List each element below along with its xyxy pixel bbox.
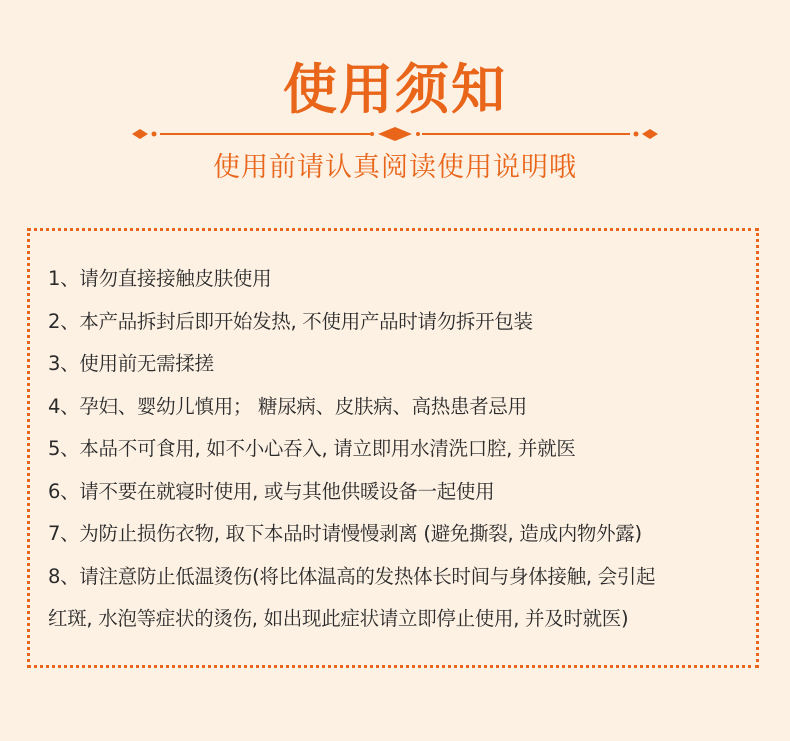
notice-item-6: 6、请不要在就寝时使用, 或与其他供暖设备一起使用 <box>48 479 495 503</box>
page-subtitle: 使用前请认真阅读使用说明哦 <box>213 152 577 183</box>
notice-item-7: 7、为防止损伤衣物, 取下本品时请慢慢剥离 (避免撕裂, 造成内物外露) <box>48 522 642 545</box>
notice-item-4: 4、孕妇、婴幼儿慎用； 糖尿病、皮肤病、高热患者忌用 <box>48 394 527 418</box>
notice-item-8: 8、请注意防止低温烫伤(将比体温高的发热体长时间与身体接触, 会引起 <box>48 564 656 588</box>
notice-item-8-continued: 红斑, 水泡等症状的烫伤, 如出现此症状请立即停止使用, 并及时就医) <box>48 607 629 630</box>
divider-ornament <box>130 124 660 144</box>
page-title: 使用须知 <box>283 58 507 121</box>
notice-item-2: 2、本产品拆封后即开始发热, 不使用产品时请勿拆开包装 <box>48 309 533 333</box>
notice-item-1: 1、请勿直接接触皮肤使用 <box>48 267 272 290</box>
notice-list <box>48 258 760 641</box>
notice-item-5: 5、本品不可食用, 如不小心吞入, 请立即用水清洗口腔, 并就医 <box>48 437 576 460</box>
notice-item-3: 3、使用前无需揉搓 <box>48 352 214 375</box>
